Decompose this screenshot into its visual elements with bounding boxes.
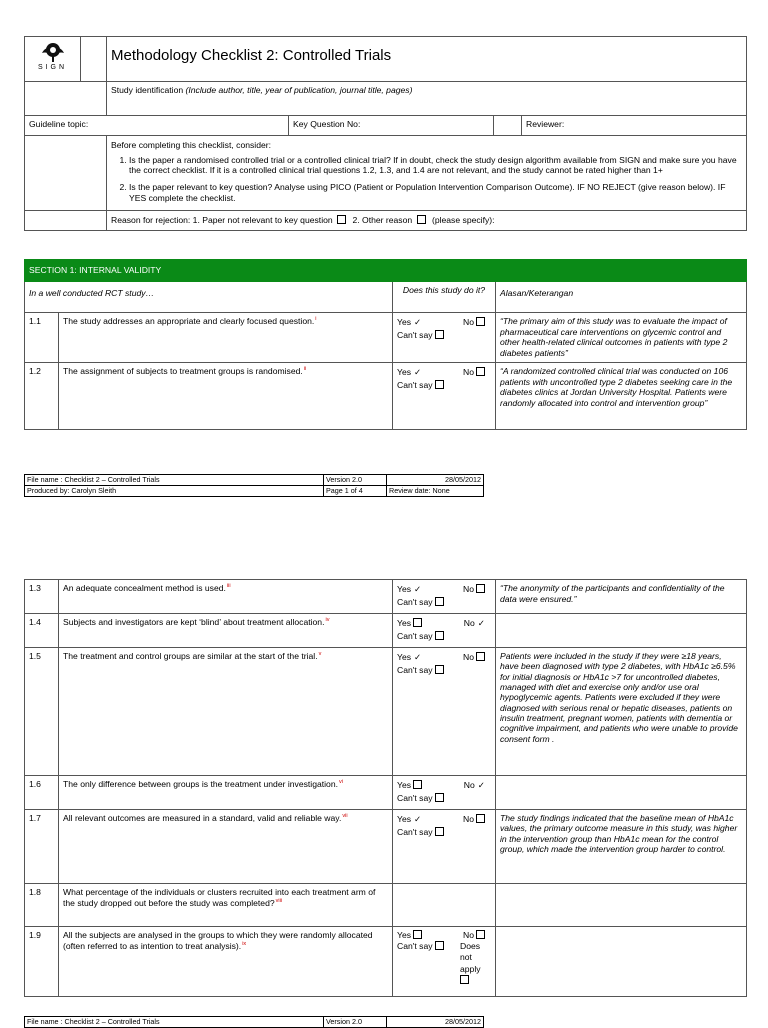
answer-yes[interactable]: Yes ✓ xyxy=(397,317,422,327)
key-question-value[interactable] xyxy=(494,116,522,136)
reviewer-field[interactable]: Reviewer: xyxy=(522,116,747,136)
footer-version: Version 2.0 xyxy=(324,1017,387,1028)
answer-yes[interactable]: Yes xyxy=(397,779,422,792)
footer-page: Page 1 of 4 xyxy=(324,486,387,497)
answer-does-not-apply[interactable]: Does not apply xyxy=(460,941,490,986)
answer-cant-say[interactable]: Can't say xyxy=(397,597,444,607)
table-row xyxy=(25,313,747,363)
col-header-comment: Alasan/Keterangan xyxy=(496,282,747,313)
answer-cant-say[interactable]: Can't say xyxy=(397,827,444,837)
footer-version: Version 2.0 xyxy=(324,475,387,486)
footer-date: 28/05/2012 xyxy=(387,475,484,486)
before-list xyxy=(111,155,742,204)
section1-table-page2 xyxy=(24,579,747,997)
answer-cant-say[interactable]: Can't say xyxy=(397,665,444,675)
answer-yes[interactable]: Yes xyxy=(397,930,422,941)
row-question: What percentage of the individuals or clusters recruited into each treatment arm of the study dropped out before the study was completed?$^{viii}$ xyxy=(59,884,393,927)
rejection-spacer xyxy=(25,210,107,230)
footer-page2 xyxy=(24,1016,484,1028)
row-question: All the subjects are analysed in the groups to which they were randomly allocated (often referred to as intention to treat analysis).$^{ix}$ xyxy=(59,927,393,997)
table-row xyxy=(25,614,747,648)
answer-no[interactable]: No xyxy=(463,930,485,941)
rejection-text-2: 2. Other reason xyxy=(352,214,413,225)
before-item-1: 1. Is the paper a randomised controlled trial or a controlled clinical trial? If in doubt, check the study design algorithm available from SIGN and make sure you have the correct checklist. If it is a controlled clinical trial questions 1.2, 1.3, and 1.4 are not relevant, and the study cannot be rated higher than 1+ xyxy=(129,155,742,176)
answer-no[interactable]: No ✓ xyxy=(463,618,485,628)
col-header-question: In a well conducted RCT study… xyxy=(25,282,393,313)
answer-cant-say[interactable]: Can't say xyxy=(397,380,444,390)
row-number: 1.7 xyxy=(25,810,59,884)
row-number: 1.5 xyxy=(25,648,59,776)
row-question: The treatment and control groups are similar at the start of the trial.$^v$ xyxy=(59,648,393,776)
section1-table-page1 xyxy=(24,259,747,430)
answer-cell-1-7 xyxy=(393,810,496,884)
answer-no[interactable]: No xyxy=(463,583,485,596)
answer-yes[interactable]: Yes ✓ xyxy=(397,584,422,594)
footer-review-date: Review date: None xyxy=(387,486,484,497)
row-number: 1.4 xyxy=(25,614,59,648)
row-number: 1.8 xyxy=(25,884,59,927)
study-id-hint: (Include author, title, year of publication, journal title, pages) xyxy=(185,85,413,95)
row-comment[interactable]: The study findings indicated that the baseline mean of HbA1c values, the primary outcome measure in this study, was higher in the intervention group than HbA1c mean for the control group, which made the intervention group harder to control. xyxy=(496,810,747,884)
row-question: An adequate concealment method is used.$^{iii}$ xyxy=(59,580,393,614)
rejection-text-3: (please specify): xyxy=(431,214,495,225)
footer-date: 28/05/2012 xyxy=(387,1017,484,1028)
table-row xyxy=(25,927,747,997)
table-row xyxy=(25,810,747,884)
row-comment[interactable]: “A randomized controlled clinical trial was conducted on 106 patients with uncontrolled type 2 diabetes seeking care in the diabetes clinics at Jordan University Hospital. Patients were randomly allocated into control and intervention group” xyxy=(496,362,747,429)
row-number: 1.9 xyxy=(25,927,59,997)
answer-cant-say[interactable]: Can't say xyxy=(397,941,444,986)
answer-cell-1-6 xyxy=(393,776,496,810)
logo-text: SIGN xyxy=(37,63,68,71)
section-title-spacer xyxy=(496,260,747,282)
row-question: The only difference between groups is the treatment under investigation.$^{vi}$ xyxy=(59,776,393,810)
answer-no[interactable]: No ✓ xyxy=(463,780,485,790)
answer-no[interactable]: No xyxy=(463,366,485,379)
table-row xyxy=(25,776,747,810)
table-row xyxy=(25,884,747,927)
before-completing-block xyxy=(107,136,747,211)
header-table xyxy=(24,36,747,82)
rejection-text-1: Reason for rejection: 1. Paper not relevant to key question xyxy=(111,214,333,225)
section-title: SECTION 1: INTERNAL VALIDITY xyxy=(25,260,496,282)
footer-page1 xyxy=(24,474,484,497)
answer-cant-say[interactable]: Can't say xyxy=(397,330,444,340)
study-id-spacer xyxy=(25,82,107,116)
row-comment[interactable] xyxy=(496,614,747,648)
row-comment[interactable] xyxy=(496,927,747,997)
footer-file-name: File name : Checklist 2 – Controlled Trials xyxy=(25,1017,324,1028)
answer-cant-say[interactable]: Can't say xyxy=(397,793,444,803)
answer-cell-1-9 xyxy=(393,927,496,997)
footer-file-name: File name : Checklist 2 – Controlled Trials xyxy=(25,475,324,486)
row-question: Subjects and investigators are kept ‘blind’ about treatment allocation.$^{iv}$ xyxy=(59,614,393,648)
answer-cant-say[interactable]: Can't say xyxy=(397,631,444,641)
before-spacer xyxy=(25,136,107,211)
page-title: Methodology Checklist 2: Controlled Trials xyxy=(107,37,747,82)
row-comment[interactable] xyxy=(496,884,747,927)
rejection-checkbox-2[interactable] xyxy=(417,215,426,224)
before-item-2: 2. Is the paper relevant to key question? Analyse using PICO (Patient or Population Intervention Comparison Outcome). IF NO REJECT (give reason below). IF YES complete the checklist. xyxy=(129,182,742,203)
before-intro: Before completing this checklist, consider: xyxy=(111,140,272,150)
row-comment[interactable]: “The anonymity of the participants and confidentiality of the data were ensured.” xyxy=(496,580,747,614)
table-row xyxy=(25,362,747,429)
answer-yes[interactable]: Yes ✓ xyxy=(397,366,422,377)
footer-produced-by: Produced by: Carolyn Sleith xyxy=(25,486,324,497)
row-question: All relevant outcomes are measured in a standard, valid and reliable way.$^{vii}$ xyxy=(59,810,393,884)
answer-yes[interactable]: Yes ✓ xyxy=(397,814,422,824)
rejection-reason-row xyxy=(107,210,747,230)
answer-cell-1-5 xyxy=(393,648,496,776)
row-number: 1.6 xyxy=(25,776,59,810)
row-comment[interactable]: “The primary aim of this study was to evaluate the impact of pharmaceutical care interventions on glycemic control and other health-related clinical outcomes in patients with type 2 diabetes patients” xyxy=(496,313,747,363)
row-comment[interactable]: Patients were included in the study if they were ≥18 years, have been diagnosed with type 2 diabetes, with HbA1c ≥6.5% for initial diagnosis or HbA1c >7 for uncontrolled diabetes, managed with diet and exercise only and/or use oral hypoglycemic agents. Patients were excluded if they were diagnosed with serious renal or hepatic diseases, patients on insulin treatment, pregnant women, patients with dementia or cognitive impairment, and patients who were unable to provide consent form . xyxy=(496,648,747,776)
table-row xyxy=(25,580,747,614)
key-question-field[interactable]: Key Question No: xyxy=(289,116,494,136)
study-id-label: Study identification xyxy=(111,85,184,95)
col-header-answer: Does this study do it? xyxy=(393,282,496,313)
answer-cell-1-8[interactable] xyxy=(393,884,496,927)
answer-cell-1-3 xyxy=(393,580,496,614)
answer-cell-1-2 xyxy=(393,362,496,429)
logo-cell xyxy=(25,37,81,82)
checklist-top-table xyxy=(24,81,747,231)
study-identification-field[interactable] xyxy=(107,82,747,116)
row-number: 1.1 xyxy=(25,313,59,363)
answer-cell-1-1 xyxy=(393,313,496,363)
table-row xyxy=(25,648,747,776)
row-question: The study addresses an appropriate and clearly focused question.$^i$ xyxy=(59,313,393,363)
thistle-logo-icon xyxy=(38,41,68,63)
answer-cell-1-4 xyxy=(393,614,496,648)
answer-no[interactable]: No xyxy=(463,813,485,826)
row-question: The assignment of subjects to treatment groups is randomised.$^{ii}$ xyxy=(59,362,393,429)
row-number: 1.3 xyxy=(25,580,59,614)
answer-yes[interactable]: Yes xyxy=(397,617,422,630)
answer-yes[interactable]: Yes ✓ xyxy=(397,652,422,662)
answer-no[interactable]: No xyxy=(463,651,485,664)
row-comment[interactable] xyxy=(496,776,747,810)
row-number: 1.2 xyxy=(25,362,59,429)
guideline-topic-field[interactable]: Guideline topic: xyxy=(25,116,289,136)
rejection-checkbox-1[interactable] xyxy=(337,215,346,224)
answer-no[interactable]: No xyxy=(463,316,485,329)
